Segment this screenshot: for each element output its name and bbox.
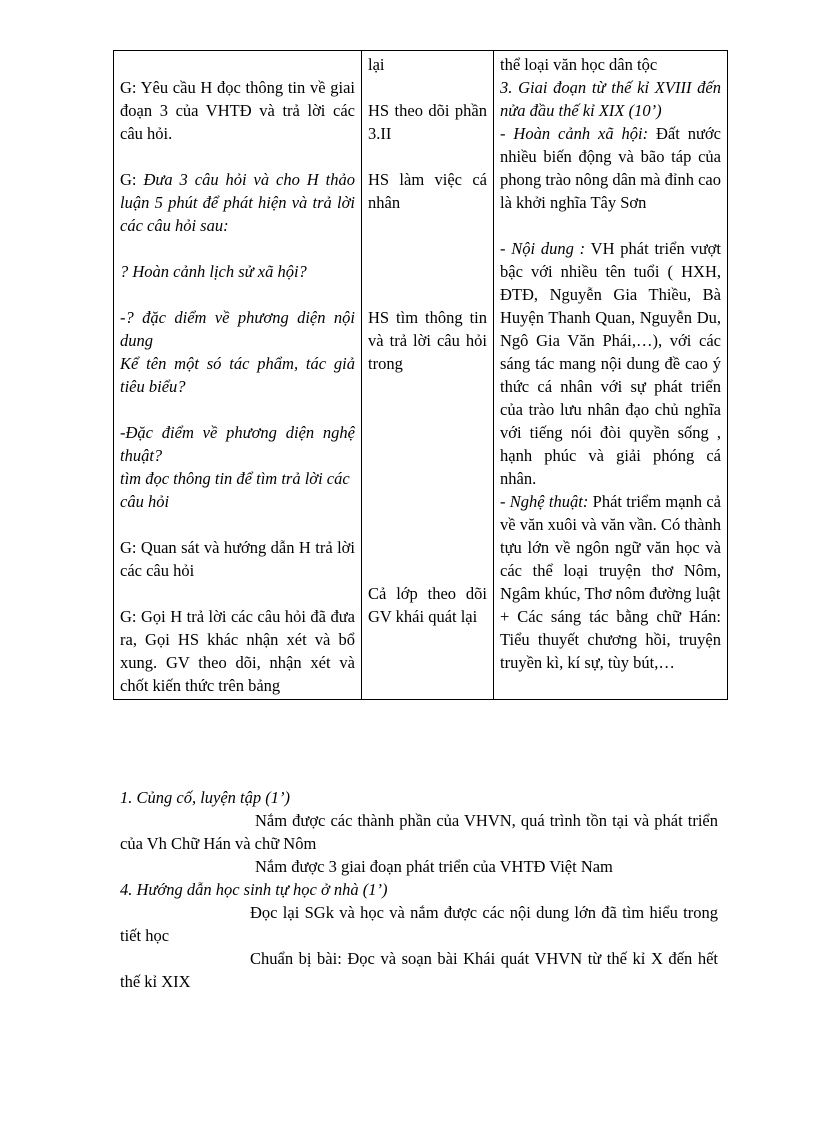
- social-context-label: - Hoàn cảnh xã hội:: [500, 124, 649, 143]
- table-row: [114, 51, 728, 700]
- question-context: ? Hoàn cảnh lịch sử xã hội?: [120, 262, 307, 281]
- teacher-question-intro: Đưa 3 câu hỏi và cho H thảo luận 5 phút để phát hiện và trả lời các câu hỏi sau:: [120, 170, 355, 235]
- homework-text-2: Chuẩn bị bài: Đọc và soạn bài Khái quát VHVN từ thế kỉ X đến hết thế kỉ XIX: [120, 949, 718, 991]
- teacher-conclude: G: Gọi H trả lời các câu hỏi đã đưa ra, Gọi HS khác nhận xét và bổ xung. GV theo dõi, nhận xét và chốt kiến thức trên bảng: [120, 607, 355, 695]
- art-text: Phát triểm mạnh cả về văn xuôi và văn vần. Có thành tựu lớn về ngôn ngữ văn học và các thể loại truyện thơ Nôm, Ngâm khúc, Thơ nôm đường luật: [500, 492, 721, 603]
- question-art: -Đặc điểm về phương diện nghệ thuật?: [120, 423, 355, 465]
- han-works: + Các sáng tác bằng chữ Hán: Tiểu thuyết chương hồi, truyện truyền kì, kí sự, tùy bút,…: [500, 607, 721, 672]
- student-text-2: HS làm việc cá nhân: [368, 170, 487, 212]
- student-text-3: HS tìm thông tin và trả lời câu hỏi trong: [368, 308, 487, 373]
- section-heading: 3. Giai đoạn từ thế kỉ XVIII đến nửa đầu thế kỉ XIX (10’): [500, 78, 721, 120]
- teacher-instruction-2: [120, 168, 355, 237]
- teacher-instruction-1: G: Yêu cầu H đọc thông tin về giai đoạn 3 của VHTĐ và trả lời các câu hỏi.: [120, 78, 355, 143]
- art-label: - Nghệ thuật:: [500, 492, 589, 511]
- student-activity-cell: [362, 51, 494, 700]
- teacher-activity-cell: [114, 51, 362, 700]
- section-heading-homework: 4. Hướng dẫn học sinh tự học ở nhà (1’): [120, 880, 388, 899]
- teacher-prefix: G:: [120, 170, 137, 189]
- lesson-table: [113, 50, 728, 700]
- review-text-2: Nắm được 3 giai đoạn phát triển của VHTĐ Việt Nam: [255, 857, 613, 876]
- section-heading-review: 1. Củng cố, luyện tập (1’): [120, 788, 291, 807]
- question-content: -? đặc diểm về phương diện nội dung: [120, 308, 355, 350]
- after-table-section: [120, 786, 718, 993]
- content-label: - Nội dung :: [500, 239, 586, 258]
- homework-text-1: Đọc lại SGk và học và nắm được các nội dung lớn đã tìm hiểu trong tiết học: [120, 903, 718, 945]
- content-text-0: thể loại văn học dân tộc: [500, 55, 658, 74]
- student-text-4: Cả lớp theo dõi GV khái quát lại: [368, 584, 487, 626]
- question-authors: Kể tên một só tác phẩm, tác giả tiêu biểu?: [120, 354, 355, 396]
- review-text-1: Nắm được các thành phần của VHVN, quá trình tồn tại và phát triển của Vh Chữ Hán và chữ Nôm: [120, 811, 718, 853]
- student-text-0: lại: [368, 55, 385, 74]
- content-cell: [494, 51, 728, 700]
- social-context: [500, 122, 721, 214]
- art-summary: [500, 490, 721, 605]
- content-text: VH phát triển vượt bậc với nhiều tên tuổi ( HXH, ĐTĐ, Nguyễn Gia Thiều, Bà Huyện Thanh Quan, Nguyễn Du, Ngô Gia Văn Phái,…), với các sáng tác mang nội dung đề cao ý thức cá nhân với sự phát triển của trào lưu nhân đạo chủ nghĩa với tiếng nói đòi quyền sống , hạnh phúc và giải phóng cá nhân.: [500, 239, 721, 488]
- teacher-guide: G: Quan sát và hướng dẫn H trả lời các câu hỏi: [120, 538, 355, 580]
- content-summary: [500, 237, 721, 490]
- student-text-1: HS theo dõi phần 3.II: [368, 101, 487, 143]
- question-find-info: tìm đọc thông tin để tìm trả lời các câu hỏi: [120, 469, 350, 511]
- social-context-text: Đất nước nhiều biến động và bão táp của phong trào nông dân mà đỉnh cao là khởi nghĩa Tây Sơn: [500, 124, 721, 212]
